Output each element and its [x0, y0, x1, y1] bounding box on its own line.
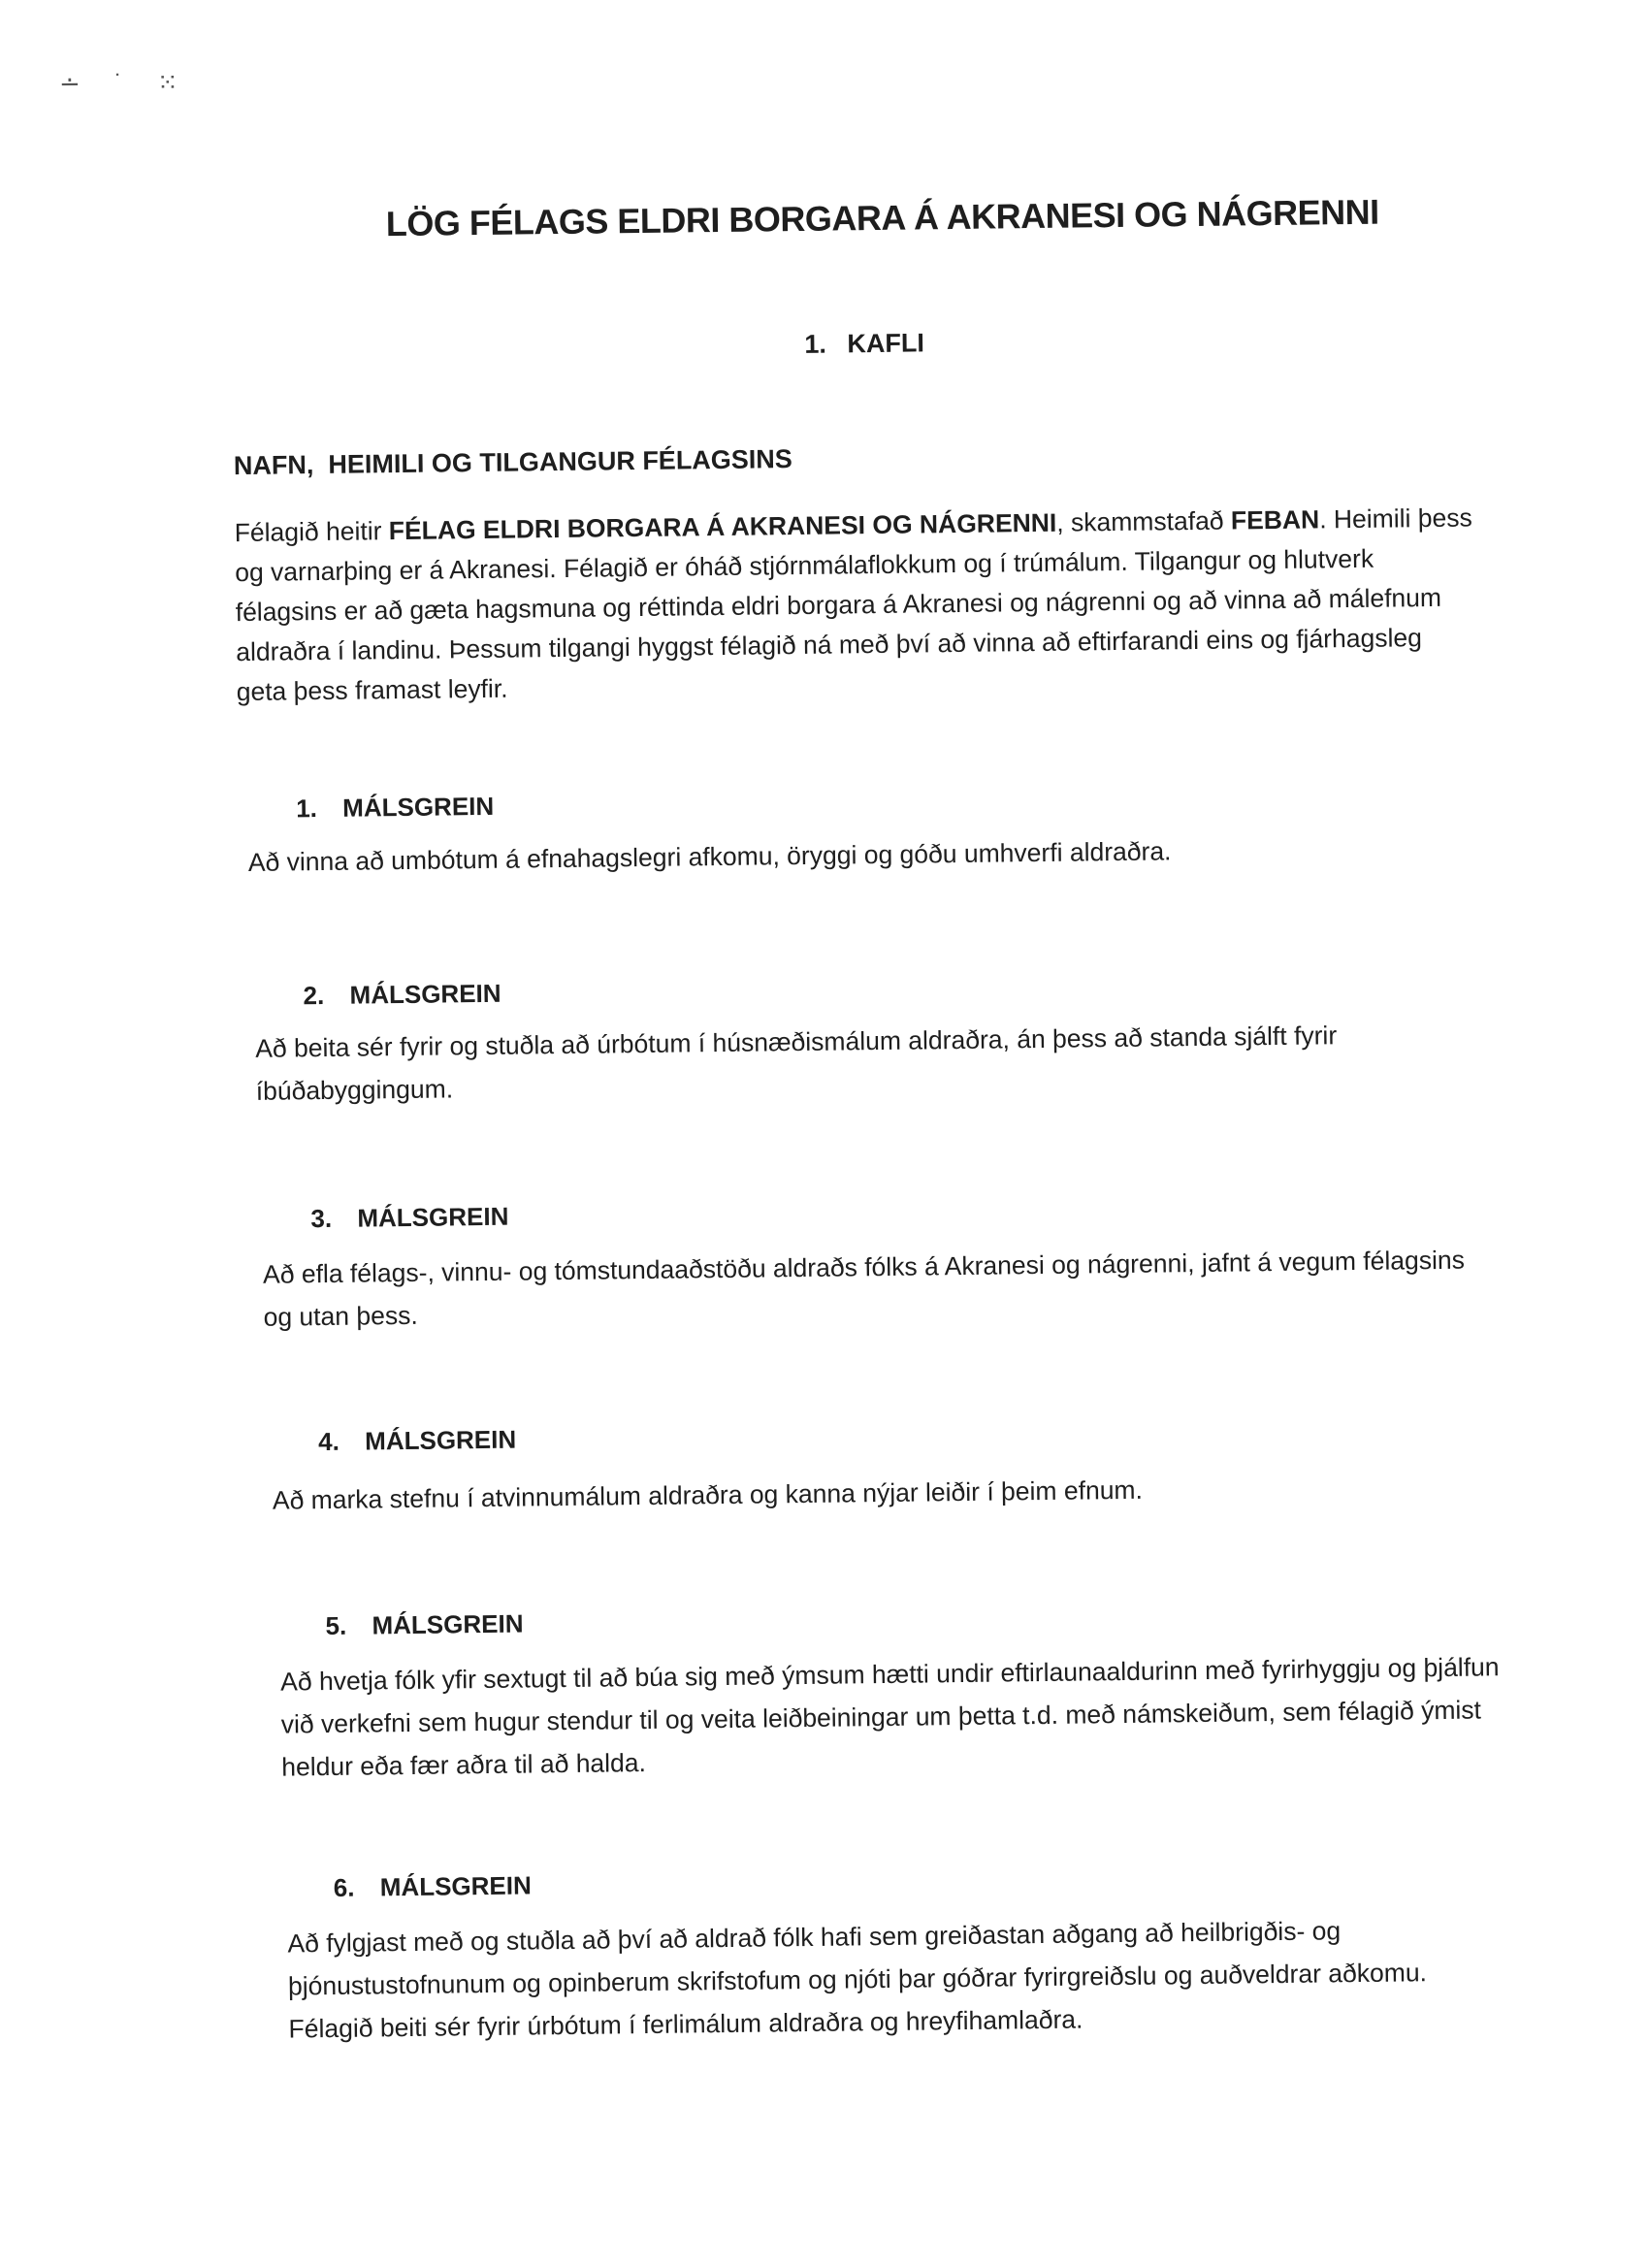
chapter-heading [804, 328, 924, 360]
article-heading [303, 979, 501, 1011]
section-heading: NAFN, HEIMILI OG TILGANGUR FÉLAGSINS [233, 444, 793, 481]
article-text: Að fylgjast með og stuðla að því að aldrað fólk hafi sem greiðastan aðgang að heilbrigðis- og þjónustustofnunum og opinberum skrifstofum og njóti þar góðrar fyrirgreiðslu og auðveldrar aðkomu. Félagið beiti sér fyrir úrbótum í ferlimálum aldraðra og hreyfihamlaðra. [287, 1916, 1428, 2044]
association-name: FÉLAG ELDRI BORGARA Á AKRANESI OG NÁGRENNI [388, 507, 1057, 546]
document-title: LÖG FÉLAGS ELDRI BORGARA Á AKRANESI OG NÁGRENNI [385, 191, 1379, 244]
article-heading [334, 1870, 532, 1902]
article-number: 4. [317, 1426, 340, 1457]
article-heading [296, 792, 494, 824]
article-text: Að hvetja fólk yfir sextugt til að búa sig með ýmsum hætti undir eftirlaunaaldurinn með fyrirhyggju og þjálfun við verkefni sem hugur stendur til og veita leiðbeiningar um þetta t.d. með námskeiðum, sem félagið ýmist heldur eða fær aðra til að halda. [280, 1652, 1500, 1782]
article-label: MÁLSGREIN [372, 1608, 524, 1640]
article-text: Að beita sér fyrir og stuðla að úrbótum í húsnæðismálum aldraðra, án þess að standa sjálft fyrir íbúðabyggingum. [255, 1021, 1338, 1106]
article-heading [325, 1609, 523, 1641]
article-number: 6. [333, 1872, 355, 1902]
article-label: MÁLSGREIN [379, 1870, 532, 1902]
intro-text-mid: , skammstafað [1056, 505, 1232, 537]
article-heading [310, 1202, 508, 1234]
article-label: MÁLSGREIN [364, 1424, 517, 1456]
article-number: 5. [325, 1610, 347, 1641]
chapter-number: 1. [804, 329, 827, 359]
article-label: MÁLSGREIN [357, 1201, 509, 1233]
article-number: 3. [310, 1203, 333, 1234]
article-label: MÁLSGREIN [349, 978, 501, 1010]
scan-artifact-marks: ∸ ˙ ⁙ [58, 67, 192, 99]
article-number: 2. [303, 980, 325, 1011]
association-abbreviation: FEBAN [1230, 504, 1320, 535]
article-heading [318, 1425, 516, 1457]
article-text: Að efla félags-, vinnu- og tómstundaaðstöðu aldraðs fólks á Akranesi og nágrenni, jafnt á vegum félagsins og utan þess. [262, 1245, 1466, 1332]
article-text: Að vinna að umbótum á efnahagslegri afkomu, öryggi og góðu umhverfi aldraðra. [247, 836, 1172, 877]
intro-text-start: Félagið heitir [234, 516, 389, 548]
intro-text-end: . Heimili þess og varnarþing er á Akranesi. Félagið er óháð stjórnmálaflokkum og í trúmálum. Tilgangur og hlutverk félagsins er að gæta hagsmuna og réttinda eldri borgara á Akranesi og nágrenni og að vinna að málefnum aldraðra í landinu. Þessum tilgangi hyggst félagið ná með því að vinna að eftirfarandi eins og fjárhagsleg geta þess framast leyfir. [235, 502, 1472, 707]
article-text: Að marka stefnu í atvinnumálum aldraðra og kanna nýjar leiðir í þeim efnum. [272, 1474, 1144, 1515]
article-number: 1. [296, 794, 318, 824]
chapter-label: KAFLI [847, 328, 925, 359]
article-label: MÁLSGREIN [342, 791, 495, 823]
intro-paragraph [234, 498, 1477, 712]
